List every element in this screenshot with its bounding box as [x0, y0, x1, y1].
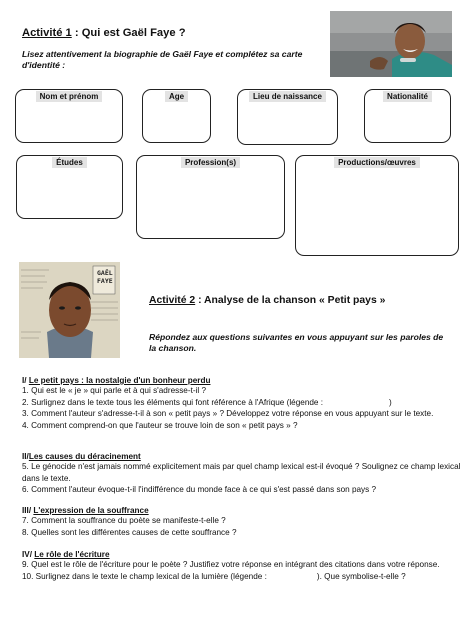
activity1-heading [22, 27, 186, 39]
album-artist-line2: FAYE [97, 277, 113, 285]
nationality-box[interactable] [364, 89, 451, 143]
section-2-heading: Les causes du déracinement [28, 452, 141, 461]
activity2-heading [149, 295, 385, 306]
question-7: 7. Comment la souffrance du poète se manifeste-t-elle ? [22, 516, 226, 525]
question-10: 10. Surlignez dans le texte le champ lexical de la lumière (légende : ). Que symbolise-t-elle ? [22, 571, 406, 581]
activity1-title: : Qui est Gaël Faye ? [71, 27, 186, 39]
studies-label: Études [52, 157, 87, 168]
question-1: 1. Qui est le « je » qui parle et à qui s'adresse-t-il ? [22, 386, 207, 395]
activity2-title: : Analyse de la chanson « Petit pays » [195, 295, 386, 306]
section-4-number: IV/ [22, 550, 35, 559]
author-photo [330, 11, 452, 77]
birthplace-label: Lieu de naissance [249, 91, 326, 102]
section-3-heading: L'expression de la souffrance [33, 506, 149, 515]
activity1-prefix: Activité 1 [22, 27, 72, 39]
birthplace-box[interactable] [237, 89, 338, 145]
profession-label: Profession(s) [181, 157, 240, 168]
nationality-label: Nationalité [383, 91, 432, 102]
activity1-instructions: Lisez attentivement la biographie de Gaël Faye et complétez sa carte d'identité : [22, 49, 303, 70]
question-3: 3. Comment l'auteur s'adresse-t-il à son « petit pays » ? Développez votre réponse en vous appuyant sur le texte. [22, 409, 434, 418]
section-3 [22, 506, 462, 538]
activity2-instructions: Répondez aux questions suivantes en vous appuyant sur les paroles de la chanson. [149, 332, 444, 353]
question-9: 9. Quel est le rôle de l'écriture pour le poète ? Justifiez votre réponse en intégrant des citations dans votre réponse. [22, 560, 440, 569]
activity2-prefix: Activité 2 [149, 295, 196, 306]
age-label: Age [165, 91, 188, 102]
section-3-title [22, 506, 462, 515]
album-artist-line1: GAËL [97, 269, 113, 277]
studies-box[interactable] [16, 155, 123, 219]
section-1-number: I/ [22, 376, 29, 385]
section-2-title [22, 452, 462, 461]
name-box[interactable] [15, 89, 123, 143]
question-6: 6. Comment l'auteur évoque-t-il l'indifférence du monde face à ce qui s'est passé dans son pays ? [22, 485, 377, 494]
section-1-title [22, 376, 462, 385]
works-box[interactable] [295, 155, 459, 256]
section-1 [22, 376, 462, 431]
question-2: 2. Surlignez dans le texte tous les éléments qui font référence à l'Afrique (légende : ) [22, 397, 392, 407]
section-3-number: III/ [22, 506, 34, 515]
question-5: 5. Le génocide n'est jamais nommé explicitement mais par quel champ lexical est-il évoqué ? Soulignez ce champ lexical dans le texte. [22, 462, 461, 483]
section-4 [22, 550, 462, 582]
section-2 [22, 452, 462, 496]
age-box[interactable] [142, 89, 211, 143]
album-cover [19, 262, 120, 358]
section-4-heading: Le rôle de l'écriture [34, 550, 110, 559]
question-4: 4. Comment comprend-on que l'auteur se trouve loin de son « petit pays » ? [22, 420, 298, 430]
question-8: 8. Quelles sont les différentes causes de cette souffrance ? [22, 527, 237, 537]
section-1-heading: Le petit pays : la nostalgie d'un bonheur perdu [28, 376, 211, 385]
section-2-number: II/ [22, 452, 29, 461]
section-4-title [22, 550, 462, 559]
works-label: Productions/œuvres [334, 157, 420, 168]
name-label: Nom et prénom [36, 91, 103, 102]
profession-box[interactable] [136, 155, 285, 239]
